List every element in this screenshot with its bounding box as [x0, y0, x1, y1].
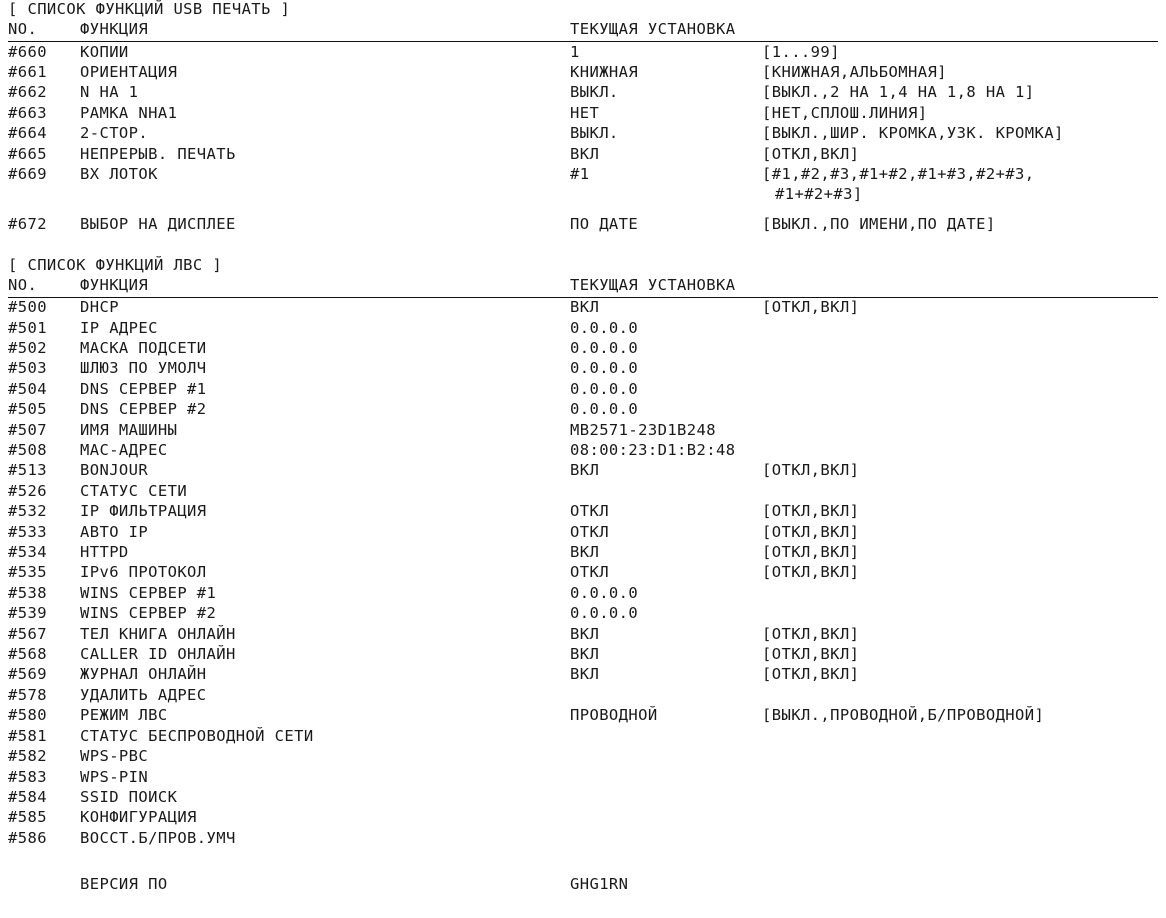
table-row	[8, 583, 1158, 603]
row-range: [ОТКЛ,ВКЛ]	[762, 624, 860, 643]
row-function: N НА 1	[80, 83, 139, 102]
row-current: НЕТ	[570, 103, 600, 122]
table-row	[8, 297, 1158, 318]
table-row	[8, 441, 1158, 461]
row-current: ВЫКЛ.	[570, 83, 619, 102]
row-no: #533	[8, 522, 47, 541]
row-range	[762, 726, 1158, 746]
row-function: НЕПРЕРЫВ. ПЕЧАТЬ	[80, 144, 236, 163]
row-no: #502	[8, 338, 47, 357]
row-current: MB2571-23D1B248	[570, 420, 716, 439]
table-row	[8, 726, 1158, 746]
usb-col-function: ФУНКЦИЯ	[80, 20, 149, 38]
table-row	[8, 481, 1158, 501]
row-function: СТАТУС БЕСПРОВОДНОЙ СЕТИ	[80, 726, 314, 745]
row-no: #538	[8, 583, 47, 602]
row-no: #505	[8, 400, 47, 419]
row-range: [ВЫКЛ.,2 НА 1,4 НА 1,8 НА 1]	[762, 83, 1035, 102]
row-current: 0.0.0.0	[570, 604, 639, 623]
table-row	[8, 685, 1158, 705]
table-row	[8, 522, 1158, 542]
software-version-row	[8, 875, 1158, 895]
row-current: 0.0.0.0	[570, 583, 639, 602]
row-current: #1	[570, 164, 590, 183]
table-row	[8, 604, 1158, 624]
row-range: [ОТКЛ,ВКЛ]	[762, 298, 860, 317]
row-range	[762, 787, 1158, 807]
table-row	[8, 665, 1158, 685]
software-version-value: GHG1RN	[570, 875, 629, 894]
row-function: SSID ПОИСК	[80, 787, 178, 806]
row-range: [ОТКЛ,ВКЛ]	[762, 461, 860, 480]
row-function: УДАЛИТЬ АДРЕС	[80, 685, 207, 704]
row-range	[762, 359, 1158, 379]
row-range: [ВЫКЛ.,ШИР. КРОМКА,УЗК. КРОМКА]	[762, 124, 1064, 143]
table-row	[8, 144, 1158, 164]
table-row	[8, 318, 1158, 338]
table-row-spacer	[8, 205, 1158, 214]
row-no-empty	[8, 185, 80, 205]
table-row	[8, 747, 1158, 767]
row-no: #568	[8, 645, 47, 664]
row-function: WPS-PBC	[80, 747, 149, 766]
row-current	[570, 808, 762, 828]
row-no: #501	[8, 318, 47, 337]
usb-table-header-row	[8, 18, 1158, 42]
usb-function-table	[8, 18, 1158, 235]
row-function: DHCP	[80, 298, 119, 317]
row-function: WPS-PIN	[80, 767, 149, 786]
row-range	[762, 338, 1158, 358]
lan-table-header-row	[8, 274, 1158, 298]
row-no: #569	[8, 665, 47, 684]
row-range: [НЕТ,СПЛОШ.ЛИНИЯ]	[762, 103, 928, 122]
row-no: #539	[8, 604, 47, 623]
row-function: ОРИЕНТАЦИЯ	[80, 62, 178, 81]
row-range: [ОТКЛ,ВКЛ]	[762, 522, 860, 541]
row-current: ОТКЛ	[570, 502, 609, 521]
row-current	[570, 767, 762, 787]
row-range	[762, 379, 1158, 399]
row-current: ВКЛ	[570, 645, 600, 664]
row-function: IPv6 ПРОТОКОЛ	[80, 563, 207, 582]
row-function: ВОССТ.Б/ПРОВ.УМЧ	[80, 828, 236, 847]
row-function: СТАТУС СЕТИ	[80, 481, 188, 500]
row-function: МАСКА ПОДСЕТИ	[80, 338, 207, 357]
table-row	[8, 828, 1158, 848]
row-range	[762, 583, 1158, 603]
table-row	[8, 359, 1158, 379]
usb-section-title: [ СПИСОК ФУНКЦИЙ USB ПЕЧАТЬ ]	[8, 0, 291, 18]
lan-col-no: NO.	[8, 275, 38, 294]
row-range	[762, 604, 1158, 624]
row-current: 0.0.0.0	[570, 359, 639, 378]
row-current: ВЫКЛ.	[570, 124, 619, 143]
row-function: HTTPD	[80, 543, 129, 562]
row-function: DNS СЕРВЕР #1	[80, 379, 207, 398]
row-no: #532	[8, 502, 47, 521]
row-function: ВЫБОР НА ДИСПЛЕЕ	[80, 214, 236, 233]
row-range	[762, 318, 1158, 338]
table-row	[8, 124, 1158, 144]
row-no: #508	[8, 441, 47, 459]
row-no: #661	[8, 62, 47, 81]
row-function: IP ФИЛЬТРАЦИЯ	[80, 502, 207, 521]
table-row	[8, 338, 1158, 358]
row-current: 1	[570, 42, 580, 61]
usb-col-current: ТЕКУЩАЯ УСТАНОВКА	[570, 20, 736, 38]
row-no: #663	[8, 103, 47, 122]
table-row-spacer	[8, 849, 1158, 875]
lan-section	[0, 256, 1166, 895]
row-range: [ОТКЛ,ВКЛ]	[762, 543, 860, 562]
row-function: ТЕЛ КНИГА ОНЛАЙН	[80, 624, 236, 643]
row-range	[762, 685, 1158, 705]
table-row	[8, 42, 1158, 63]
row-range: [#1,#2,#3,#1+#2,#1+#3,#2+#3,	[762, 164, 1035, 183]
row-no: #535	[8, 563, 47, 582]
table-row	[8, 808, 1158, 828]
row-function: ИМЯ МАШИНЫ	[80, 420, 178, 439]
row-no: #567	[8, 624, 47, 643]
table-row	[8, 767, 1158, 787]
row-no: #672	[8, 214, 47, 233]
row-range-continuation-text: #1+#2+#3]	[775, 185, 863, 204]
row-function: MAC-АДРЕС	[80, 441, 168, 459]
row-current: 08:00:23:D1:B2:48	[570, 441, 736, 459]
footer-no-empty	[8, 875, 80, 895]
row-no: #665	[8, 144, 47, 163]
table-row	[8, 563, 1158, 583]
row-range: [КНИЖНАЯ,АЛЬБОМНАЯ]	[762, 62, 947, 81]
row-current: ОТКЛ	[570, 522, 609, 541]
row-current	[570, 787, 762, 807]
software-version-label: ВЕРСИЯ ПО	[80, 875, 168, 894]
row-function: КОНФИГУРАЦИЯ	[80, 808, 197, 827]
row-range	[762, 400, 1158, 420]
row-current: ПРОВОДНОЙ	[570, 706, 658, 725]
row-function: BONJOUR	[80, 461, 149, 480]
row-no: #526	[8, 481, 47, 500]
row-current	[570, 481, 762, 501]
row-no: #507	[8, 420, 47, 439]
table-row	[8, 461, 1158, 481]
row-no: #662	[8, 83, 47, 102]
table-row	[8, 103, 1158, 123]
row-current: ОТКЛ	[570, 563, 609, 582]
row-current: ВКЛ	[570, 461, 600, 480]
table-row	[8, 164, 1158, 184]
table-row	[8, 62, 1158, 82]
section-gap	[0, 235, 1166, 256]
row-no: #513	[8, 461, 47, 480]
row-function: ЖУРНАЛ ОНЛАЙН	[80, 665, 207, 684]
row-function: ВХ ЛОТОК	[80, 164, 158, 183]
row-no: #664	[8, 124, 47, 143]
row-no: #660	[8, 42, 47, 61]
table-row	[8, 379, 1158, 399]
row-current: 0.0.0.0	[570, 318, 639, 337]
table-row	[8, 214, 1158, 234]
lan-function-table	[8, 274, 1158, 895]
usb-col-no: NO.	[8, 20, 38, 38]
row-function: IP АДРЕС	[80, 318, 158, 337]
row-current: ВКЛ	[570, 543, 600, 562]
table-row	[8, 543, 1158, 563]
row-function: КОПИИ	[80, 42, 129, 61]
lan-col-function: ФУНКЦИЯ	[80, 275, 149, 294]
table-row	[8, 706, 1158, 726]
row-range	[762, 747, 1158, 767]
row-no: #500	[8, 298, 47, 317]
row-current: 0.0.0.0	[570, 338, 639, 357]
row-function: WINS СЕРВЕР #1	[80, 583, 217, 602]
row-current: КНИЖНАЯ	[570, 62, 639, 81]
row-current	[570, 828, 762, 848]
row-function: ШЛЮЗ ПО УМОЛЧ	[80, 359, 207, 378]
row-function: DNS СЕРВЕР #2	[80, 400, 207, 419]
row-current	[570, 747, 762, 767]
row-no: #582	[8, 747, 47, 766]
row-range: [ОТКЛ,ВКЛ]	[762, 144, 860, 163]
row-no: #534	[8, 543, 47, 562]
table-row	[8, 787, 1158, 807]
row-range: [ОТКЛ,ВКЛ]	[762, 502, 860, 521]
usb-print-section	[0, 0, 1166, 235]
row-no: #578	[8, 685, 47, 704]
table-row-continuation	[8, 185, 1158, 205]
row-current-empty	[570, 185, 762, 205]
row-current: ВКЛ	[570, 624, 600, 643]
row-current	[570, 685, 762, 705]
row-function: АВТО IP	[80, 522, 149, 541]
row-range	[762, 828, 1158, 848]
row-range: [ОТКЛ,ВКЛ]	[762, 645, 860, 664]
row-range	[762, 808, 1158, 828]
row-no: #584	[8, 787, 47, 806]
lan-col-current: ТЕКУЩАЯ УСТАНОВКА	[570, 275, 736, 294]
spacer-cell	[8, 205, 1158, 214]
row-function: WINS СЕРВЕР #2	[80, 604, 217, 623]
row-range	[762, 481, 1158, 501]
row-range: [ОТКЛ,ВКЛ]	[762, 665, 860, 684]
lan-section-title: [ СПИСОК ФУНКЦИЙ ЛВС ]	[8, 255, 223, 274]
row-no: #583	[8, 767, 47, 786]
row-range: [ВЫКЛ.,ПО ИМЕНИ,ПО ДАТЕ]	[762, 214, 996, 233]
row-no: #580	[8, 706, 47, 725]
spacer-cell	[8, 849, 1158, 875]
row-no: #581	[8, 726, 47, 745]
row-no: #585	[8, 808, 47, 827]
row-no: #503	[8, 359, 47, 378]
row-range-continuation	[762, 185, 1158, 205]
row-function: РАМКА NHA1	[80, 103, 178, 122]
row-no: #504	[8, 379, 47, 398]
row-range: [1...99]	[762, 42, 840, 61]
table-row	[8, 83, 1158, 103]
row-no: #586	[8, 828, 47, 847]
row-current: ВКЛ	[570, 298, 600, 317]
table-row	[8, 624, 1158, 644]
row-current: 0.0.0.0	[570, 400, 639, 419]
table-row	[8, 502, 1158, 522]
row-function: CALLER ID ОНЛАЙН	[80, 645, 236, 664]
row-current: ВКЛ	[570, 665, 600, 684]
row-current: ПО ДАТЕ	[570, 214, 639, 233]
row-range: [ВЫКЛ.,ПРОВОДНОЙ,Б/ПРОВОДНОЙ]	[762, 706, 1045, 725]
row-range	[762, 767, 1158, 787]
row-function-empty	[80, 185, 570, 205]
row-no: #669	[8, 164, 47, 183]
row-current: ВКЛ	[570, 144, 600, 163]
row-current	[570, 726, 762, 746]
row-function: РЕЖИМ ЛВС	[80, 706, 168, 725]
table-row	[8, 420, 1158, 440]
row-function: 2-СТОР.	[80, 124, 149, 143]
row-range: [ОТКЛ,ВКЛ]	[762, 563, 860, 582]
row-current: 0.0.0.0	[570, 379, 639, 398]
table-row	[8, 645, 1158, 665]
table-row	[8, 400, 1158, 420]
